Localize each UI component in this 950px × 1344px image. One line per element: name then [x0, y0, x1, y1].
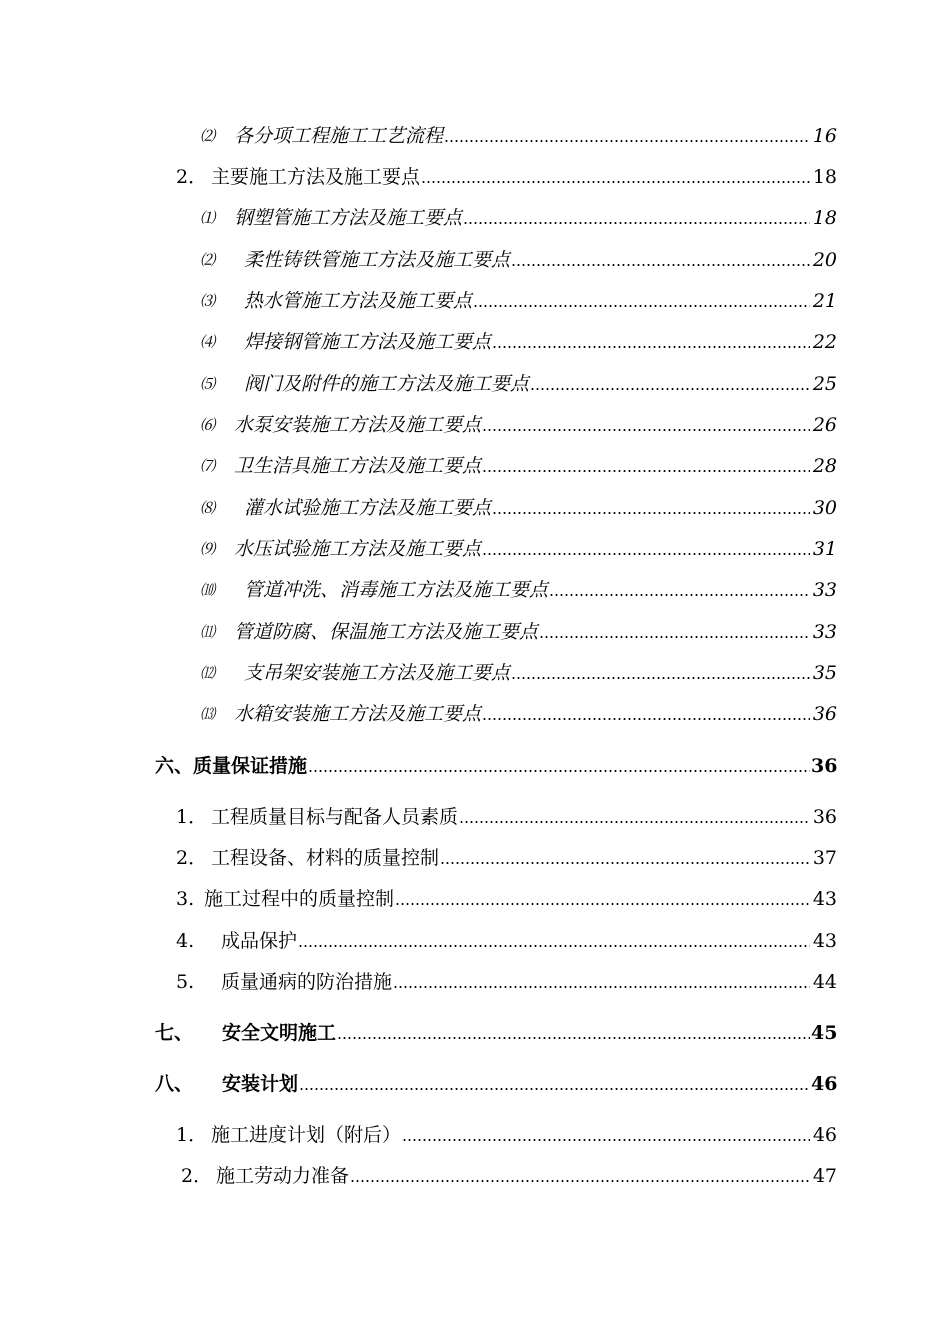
toc-entry-page: 36: [811, 755, 838, 777]
toc-entry-title: 水压试验施工方法及施工要点: [234, 538, 482, 560]
toc-entry-title: 柔性铸铁管施工方法及施工要点: [244, 249, 511, 271]
toc-leader: [511, 675, 810, 681]
toc-leader: [402, 1137, 810, 1143]
toc-entry[interactable]: [0, 840, 950, 870]
toc-entry-title: 工程质量目标与配备人员素质: [211, 806, 459, 828]
toc-entry-page: 30: [812, 497, 837, 519]
toc-entry-title: 安全文明施工: [222, 1022, 337, 1044]
toc-entry-title: 安装计划: [222, 1073, 299, 1095]
toc-entry-page: 47: [812, 1165, 837, 1187]
toc-entry-page: 26: [812, 414, 837, 436]
toc-entry-number: 3.: [176, 888, 195, 910]
toc-entry[interactable]: [0, 200, 950, 230]
toc-leader: [482, 551, 810, 557]
toc-entry-page: 46: [812, 1124, 837, 1146]
toc-section-entry[interactable]: [0, 748, 950, 778]
toc-entry-title: 卫生洁具施工方法及施工要点: [234, 455, 482, 477]
toc-leader: [492, 510, 810, 516]
toc-entry-page: 35: [812, 662, 837, 684]
toc-entry-page: 21: [812, 290, 837, 312]
toc-leader: [393, 984, 810, 990]
toc-entry-title: 管道冲洗、消毒施工方法及施工要点: [244, 579, 549, 601]
toc-entry-number: 八、: [155, 1073, 194, 1095]
toc-leader: [459, 819, 810, 825]
toc-entry-page: 18: [812, 207, 837, 229]
toc-entry-page: 37: [812, 847, 837, 869]
toc-entry-title: 钢塑管施工方法及施工要点: [234, 207, 463, 229]
toc-entry-page: 20: [812, 249, 837, 271]
toc-entry[interactable]: [0, 324, 950, 354]
toc-leader: [299, 1086, 810, 1092]
toc-entry-number: ⑶: [200, 292, 216, 310]
toc-entry-number: 5.: [176, 971, 195, 993]
toc-leader: [511, 262, 810, 268]
toc-entry[interactable]: [0, 448, 950, 478]
toc-entry[interactable]: [0, 696, 950, 726]
toc-entry-number: ⑸: [200, 375, 216, 393]
toc-entry-page: 22: [812, 331, 837, 353]
toc-entry-title: 施工进度计划（附后）: [211, 1124, 402, 1146]
toc-entry[interactable]: [0, 366, 950, 396]
toc-entry[interactable]: [0, 490, 950, 520]
toc-leader: [473, 303, 810, 309]
toc-leader: [350, 1178, 810, 1184]
toc-entry-title: 水泵安装施工方法及施工要点: [234, 414, 482, 436]
toc-leader: [492, 344, 810, 350]
toc-leader: [549, 592, 810, 598]
toc-entry-number: ⑵: [200, 251, 216, 269]
toc-entry[interactable]: [0, 655, 950, 685]
toc-entry-number: ⒀: [200, 705, 216, 723]
toc-entry-title: 各分项工程施工工艺流程: [234, 125, 444, 147]
toc-leader: [444, 138, 810, 144]
toc-entry-title: 成品保护: [221, 930, 298, 952]
toc-leader: [395, 901, 810, 907]
toc-entry-number: 六、: [155, 755, 194, 777]
toc-entry[interactable]: [0, 118, 950, 148]
toc-entry-title: 施工过程中的质量控制: [204, 888, 395, 910]
toc-entry-title: 管道防腐、保温施工方法及施工要点: [234, 621, 539, 643]
toc-section-entry[interactable]: [0, 1015, 950, 1045]
toc-entry-number: ⑽: [200, 581, 216, 599]
toc-entry-number: ⑿: [200, 664, 216, 682]
toc-entry-page: 45: [811, 1022, 838, 1044]
toc-entry-page: 16: [812, 125, 837, 147]
toc-entry-page: 36: [812, 806, 837, 828]
toc-entry-title: 施工劳动力准备: [216, 1165, 350, 1187]
toc-entry-number: ⑷: [200, 333, 216, 351]
toc-entry-title: 工程设备、材料的质量控制: [211, 847, 440, 869]
toc-entry-page: 46: [811, 1073, 838, 1095]
toc-leader: [482, 427, 810, 433]
toc-entry[interactable]: [0, 407, 950, 437]
toc-leader: [530, 386, 810, 392]
toc-entry-page: 28: [812, 455, 837, 477]
toc-entry[interactable]: [0, 964, 950, 994]
toc-entry-number: 七、: [155, 1022, 194, 1044]
toc-entry-page: 44: [812, 971, 837, 993]
toc-entry-title: 水箱安装施工方法及施工要点: [234, 703, 482, 725]
toc-leader: [337, 1035, 810, 1041]
toc-entry-title: 质量通病的防治措施: [221, 971, 393, 993]
toc-leader: [440, 860, 810, 866]
toc-entry-number: 2．: [176, 847, 208, 869]
toc-entry-title: 焊接钢管施工方法及施工要点: [244, 331, 492, 353]
toc-entry-number: 1．: [176, 1124, 208, 1146]
toc-entry-title: 热水管施工方法及施工要点: [244, 290, 473, 312]
toc-entry-number: 4.: [176, 930, 195, 952]
toc-section-entry[interactable]: [0, 1066, 950, 1096]
toc-entry-number: ⑵: [200, 127, 216, 145]
toc-leader: [463, 220, 810, 226]
toc-entry-number: 2．: [181, 1165, 213, 1187]
toc-entry-title: 灌水试验施工方法及施工要点: [244, 497, 492, 519]
toc-entry-number: ⑴: [200, 209, 216, 227]
toc-entry-page: 33: [812, 579, 837, 601]
toc-entry[interactable]: [0, 1117, 950, 1147]
toc-entry-title: 主要施工方法及施工要点: [211, 166, 421, 188]
toc-entry-page: 43: [812, 930, 837, 952]
toc-entry-page: 25: [812, 373, 837, 395]
toc-entry[interactable]: [0, 572, 950, 602]
toc-entry-number: ⑹: [200, 416, 216, 434]
toc-entry-title: 质量保证措施: [193, 755, 308, 777]
toc-leader: [298, 943, 810, 949]
toc-leader: [308, 768, 810, 774]
toc-leader: [421, 179, 810, 185]
toc-entry-title: 阀门及附件的施工方法及施工要点: [244, 373, 530, 395]
toc-entry[interactable]: [0, 614, 950, 644]
toc-entry[interactable]: [0, 923, 950, 953]
toc-entry-number: ⑾: [200, 623, 216, 641]
toc-entry[interactable]: [0, 1158, 950, 1188]
toc-entry-page: 43: [812, 888, 837, 910]
toc-entry-number: ⑻: [200, 499, 216, 517]
toc-leader: [482, 716, 810, 722]
toc-entry-title: 支吊架安装施工方法及施工要点: [244, 662, 511, 684]
toc-entry[interactable]: [0, 881, 950, 911]
toc-entry-page: 36: [812, 703, 837, 725]
toc-leader: [482, 468, 810, 474]
toc-entry-page: 33: [812, 621, 837, 643]
toc-entry[interactable]: [0, 531, 950, 561]
toc-entry[interactable]: [0, 242, 950, 272]
toc-entry-number: ⑺: [200, 457, 216, 475]
toc-entry-page: 31: [812, 538, 837, 560]
toc-entry[interactable]: [0, 159, 950, 189]
toc-entry[interactable]: [0, 283, 950, 313]
toc-entry[interactable]: [0, 799, 950, 829]
toc-entry-number: ⑼: [200, 540, 216, 558]
toc-entry-number: 2．: [176, 166, 208, 188]
toc-entry-number: 1．: [176, 806, 208, 828]
toc-entry-page: 18: [812, 166, 837, 188]
toc-leader: [539, 634, 810, 640]
